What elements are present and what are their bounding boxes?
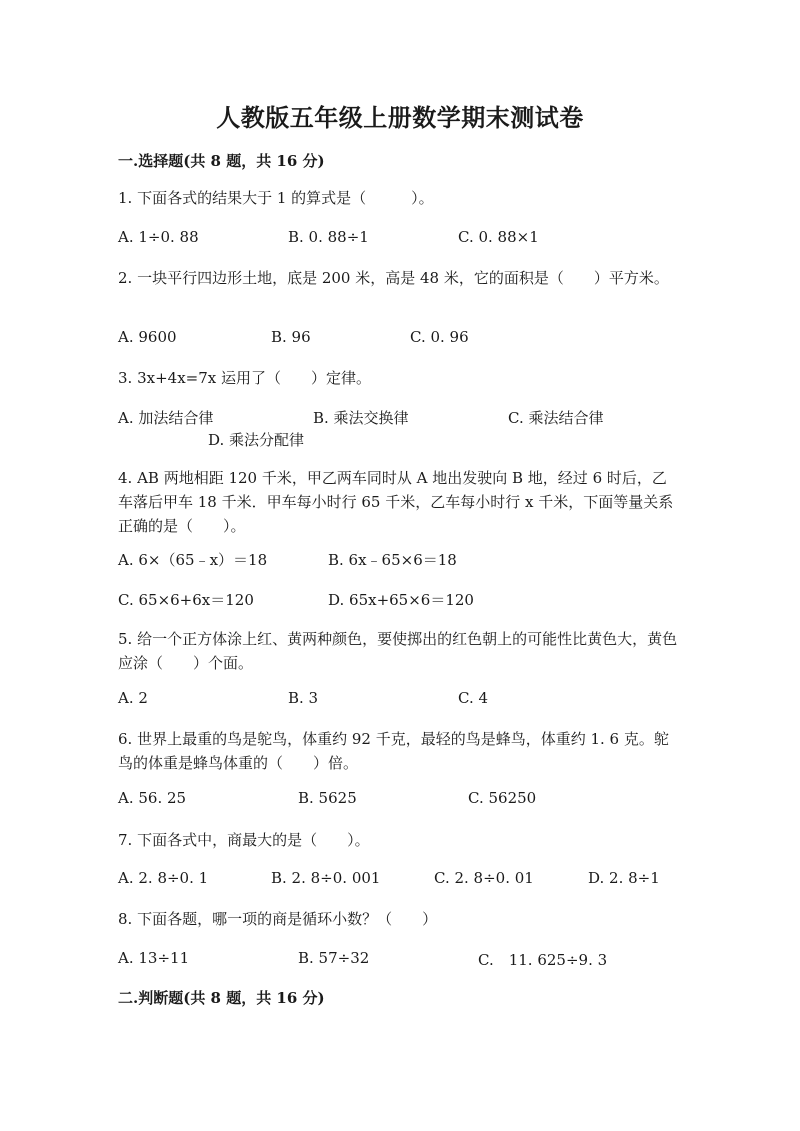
question-7-option-a: A. 2. 8÷0. 1 xyxy=(118,869,209,887)
question-4-option-a: A. 6×（65﹣x）＝18 xyxy=(118,551,268,569)
question-3: 3. 3x+4x=7x 运用了（ ）定律。 xyxy=(118,369,371,387)
question-4-option-d: D. 65x+65×6＝120 xyxy=(328,591,474,609)
question-4-option-b: B. 6x﹣65×6＝18 xyxy=(328,551,457,569)
section-heading-choice: 一.选择题(共 8 题，共 16 分) xyxy=(118,152,325,170)
question-8-option-c: C. 11. 625÷9. 3 xyxy=(478,951,608,969)
page-title: 人教版五年级上册数学期末测试卷 xyxy=(216,103,584,132)
question-6-option-c: C. 56250 xyxy=(468,789,537,807)
question-6-option-a: A. 56. 25 xyxy=(118,789,187,807)
question-6-option-b: B. 5625 xyxy=(298,789,357,807)
question-3-option-c: C. 乘法结合律 xyxy=(508,409,604,427)
question-3-option-d: D. 乘法分配律 xyxy=(208,431,305,449)
section-heading-judgment: 二.判断题(共 8 题，共 16 分) xyxy=(118,989,325,1007)
question-4: 4. AB 两地相距 120 千米，甲乙两车同时从 A 地出发驶向 B 地，经过 6 时后，乙车落后甲车 18 千米．甲车每小时行 65 千米，乙车每小时行 x 千米，下面等量关系正确的是（ ）。 xyxy=(118,469,674,535)
question-5-option-b: B. 3 xyxy=(288,689,319,707)
question-1-option-b: B. 0. 88÷1 xyxy=(288,228,369,246)
question-7: 7. 下面各式中，商最大的是（ ）。 xyxy=(118,831,370,849)
question-1-option-a: A. 1÷0. 88 xyxy=(118,228,199,246)
question-3-option-b: B. 乘法交换律 xyxy=(313,409,409,427)
question-8-option-a: A. 13÷11 xyxy=(118,949,190,967)
question-3-option-a: A. 加法结合律 xyxy=(118,409,214,427)
question-5-option-c: C. 4 xyxy=(458,689,489,707)
question-7-option-c: C. 2. 8÷0. 01 xyxy=(434,869,534,887)
question-2-option-a: A. 9600 xyxy=(118,328,177,346)
question-5: 5. 给一个正方体涂上红、黄两种颜色，要使掷出的红色朝上的可能性比黄色大，黄色应涂（ ）个面。 xyxy=(118,630,678,672)
question-2: 2. 一块平行四边形土地，底是 200 米，高是 48 米，它的面积是（ ）平方米。 xyxy=(118,269,669,287)
question-7-option-b: B. 2. 8÷0. 001 xyxy=(271,869,381,887)
question-2-option-b: B. 96 xyxy=(271,328,311,346)
question-2-option-c: C. 0. 96 xyxy=(410,328,469,346)
question-8: 8. 下面各题，哪一项的商是循环小数？（ ） xyxy=(118,910,438,928)
question-6: 6. 世界上最重的鸟是鸵鸟，体重约 92 千克，最轻的鸟是蜂鸟，体重约 1. 6 克。鸵鸟的体重是蜂鸟体重的（ ）倍。 xyxy=(118,730,669,772)
question-7-option-d: D. 2. 8÷1 xyxy=(588,869,660,887)
question-1-option-c: C. 0. 88×1 xyxy=(458,228,539,246)
question-1: 1. 下面各式的结果大于 1 的算式是（ ）。 xyxy=(118,189,434,207)
question-4-option-c: C. 65×6+6x＝120 xyxy=(118,591,254,609)
question-5-option-a: A. 2 xyxy=(118,689,148,707)
question-8-option-b: B. 57÷32 xyxy=(298,949,370,967)
